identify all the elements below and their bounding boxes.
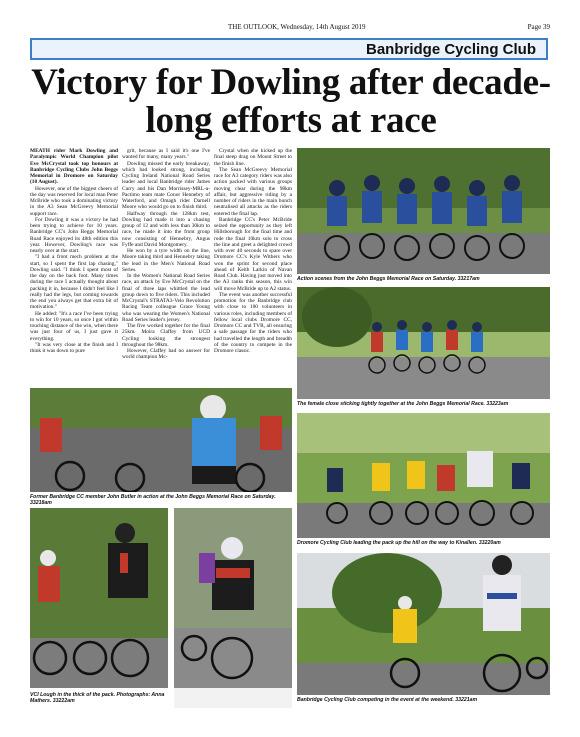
article-text: For Dowling it was a victory he had been trying to achieve for 10 years. Banbridge CC's John Beggs Memorial Road Race enjoyed its 48th edition this year. However, Dowling's race was nearly over at the start.: [30, 216, 118, 254]
article-text: Crystal when she kicked up the final steep drag on Mount Street to the finish line.: [214, 148, 292, 167]
page-number: Page 39: [527, 23, 550, 31]
article-paragraph: [122, 348, 210, 361]
headline: Victory for Dowling after decade-long efforts at race: [31, 62, 551, 141]
article-paragraph: [122, 248, 210, 273]
article-paragraph: [30, 342, 118, 355]
article-text: The five worked together for the final 25km. Moira Claffey from UCD Cycling looking the strongest throughout the 98km.: [122, 323, 210, 348]
article-paragraph: [214, 148, 292, 167]
article-text: The event was another successful promotion for the Banbridge club with close to 100 volunteers in various roles, including members of fellow local clubs Dromore CC, Dromore CC and TVR, all ensuring a safe passage for the riders who had travelled the length and breadth of the country to compete in the Dromore classic.: [214, 291, 292, 354]
article-paragraph: [30, 217, 118, 255]
photo-female-close: [297, 287, 550, 399]
photo-action-scene: [297, 148, 550, 274]
photo-rider-white-helmet: [174, 508, 292, 708]
article-paragraph: [30, 311, 118, 342]
article-text: However, Claffey had no answer for world champion Mc-: [122, 348, 210, 361]
article-column-1: [30, 148, 118, 386]
article-text: Halfway through the 128km test, Dowling had made it into a chasing group of 12 and with less than 30km to race, he made it into the front group now consisting of Hennebry, Angus Fyffe and David Montgomery.: [122, 210, 210, 248]
article-text: The Sean McGreevy Memorial race for A3 category riders was also action packed with various groups moving clear during the 98km affair, but aggressive riding by a number of riders in the main bunch neutralised all attacks as the riders entered the final lap.: [214, 166, 292, 217]
caption-female-close: The female close sticking tightly together at the John Beggs Memorial Race. 33223am: [297, 401, 509, 407]
article-text: "I had a front mech problem at the start, so I spent the first lap chasing," Dowling said. "I think I spent most of the day on the back foot. Many times during the race I actually thought about packing it in, because I didn't feel like I really had the legs, but coming towards the end you always get that extra bit of motivation.": [30, 254, 118, 311]
page-header: [30, 21, 550, 33]
article-paragraph: [122, 211, 210, 249]
article-paragraph: [214, 167, 292, 217]
section-banner-label: Banbridge Cycling Club: [365, 41, 536, 58]
caption-banbridge-club: Banbridge Cycling Club competing in the event at the weekend. 33221am: [297, 697, 478, 703]
article-text: Banbridge CC's Peter McBride seized the opportunity as they left Hillsborough for the final time and rode the final 10km solo to cross the line and greet a delighted crowd with over 40 seconds to spare over Dromore CC's Kyle Withers who won the sprint for second place ahead of Keith Larkin of Navan Road Club. Having just moved into the A3 ranks this season, this win will move McBride up to A2 status.: [214, 216, 292, 292]
article-paragraph: [30, 186, 118, 217]
photo-butler: [30, 388, 292, 492]
article-text: He won by a tyre width on the line, Moore taking third and Hennebry taking the lead in the Men's National Road Series.: [122, 248, 210, 273]
article-paragraph: [214, 292, 292, 355]
caption-vci: VCI Lough in the thick of the pack. Photographs: Anna Mathers. 33222am: [30, 692, 165, 705]
article-paragraph: [30, 148, 118, 186]
caption-butler: Former Banbridge CC member John Butler in action at the John Beggs Memorial Race on Saturday. 33218am: [30, 494, 276, 507]
article-paragraph: [122, 161, 210, 211]
article-paragraph: [122, 148, 210, 161]
article-lede: MEATH rider Mark Dowling and Paralympic World Champion pilot Eve McCrystal took top honours at Banbridge Cycling Clubs John Beggs Memorial in Dromore on Saturday (10 August).: [30, 148, 118, 186]
photo-vci: [30, 508, 168, 688]
photo-banbridge-club: [297, 553, 550, 695]
article-paragraph: [122, 323, 210, 348]
article-column-2: [122, 148, 210, 386]
photo-dromore-hill: [297, 413, 550, 538]
caption-action-scene: Action scenes from the John Beggs Memorial Race on Saturday. 33217am: [297, 276, 480, 282]
section-banner: [30, 38, 548, 60]
article-text: grit, because as I said it's one I've wanted for many, many years.": [122, 148, 210, 161]
caption-dromore-hill: Dromore Cycling Club leading the pack up the hill on the way to Kinallen. 33220am: [297, 540, 501, 546]
article-column-3: [214, 148, 292, 386]
article-text: However, one of the biggest cheers of the day was reserved for local man Peter McBride who took a dominating victory in the A3 Sean McGreevy Memorial support race.: [30, 185, 118, 217]
article-text: He added: "It's a race I've been trying to win for 10 years, so once I got within touching distance of the win, when there was just four of us, I just gave it everything.: [30, 310, 118, 342]
article-paragraph: [30, 254, 118, 310]
article-text: Dowling missed the early breakaway, which had looked strong, including Cycling Ireland National Road Series leader and local Banbridge rider James Curry and his Dan Morrissey-MRL-a-Pactimo team mate Conor Hennebry of Waterford, and Omagh rider Darnell Moore who would go on to finish third.: [122, 160, 210, 211]
publication-line: THE OUTLOOK, Wednesday, 14th August 2019: [228, 23, 366, 31]
article-paragraph: [122, 273, 210, 323]
article-paragraph: [214, 217, 292, 292]
article-text: In the Women's National Road Series race, an attack by Eve McCrystal on the final of three laps whittled the lead group down to five riders. This included McCrystal's STRATA3-Velo Revolution Racing Team colleague Grace Young who was wearing the Women's National Road Series leader's jersey.: [122, 273, 210, 323]
article-text: "It was very close at the finish and I think it was down to pure: [30, 341, 118, 354]
